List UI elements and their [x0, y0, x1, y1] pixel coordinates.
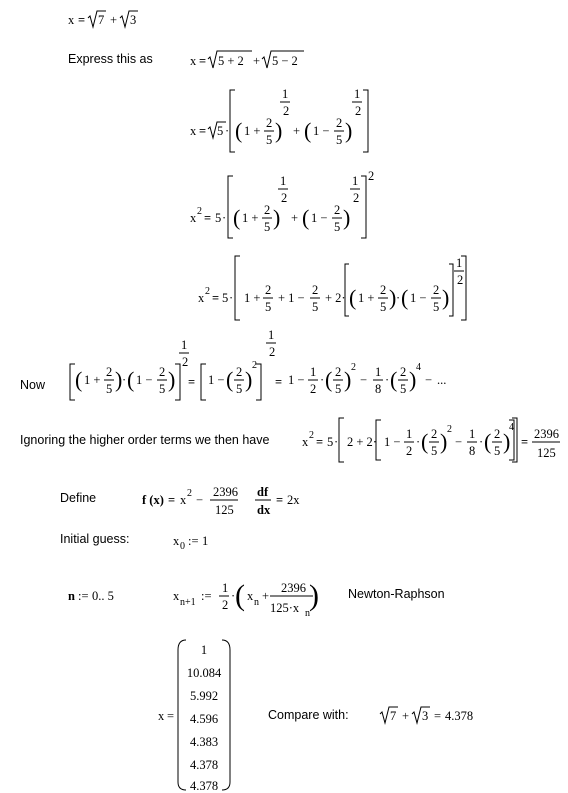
frac-num: 2 [265, 283, 272, 297]
plus-sign: + [291, 211, 299, 225]
assign-operator: := [201, 589, 212, 603]
equals-sign: = [78, 13, 86, 27]
exp-den: 2 [355, 104, 362, 118]
right-inner-bracket [449, 264, 453, 316]
term-one-minus: 1 − [208, 373, 225, 387]
term-one-plus: 1 + [242, 211, 259, 225]
equation-binomial-expansion [70, 328, 446, 400]
exp-den: 2 [353, 191, 360, 205]
dot-operator: · [122, 373, 127, 387]
plus-sign: + [262, 589, 270, 603]
coef-5: 5 [215, 211, 222, 225]
frac-num: 2 [433, 283, 440, 297]
right-paren: ) [409, 367, 417, 392]
right-paren: ) [343, 205, 351, 230]
dot-operator: · [225, 124, 230, 138]
right-paren: ) [168, 367, 176, 392]
exponent-2: 2 [309, 430, 314, 441]
dot-operator: · [222, 211, 227, 225]
frac-den: 5 [433, 300, 440, 314]
dot-operator: · [320, 373, 325, 387]
frac-num: 1 [375, 365, 382, 379]
radicand-7: 7 [390, 709, 397, 723]
label-initial-guess: Initial guess: [60, 532, 130, 546]
frac-den: 2 [310, 382, 317, 396]
right-paren: ) [115, 367, 123, 392]
left-bracket [201, 364, 206, 400]
var-x: x [158, 709, 165, 723]
right-paren: ) [440, 429, 448, 454]
right-paren: ) [389, 285, 397, 310]
left-paren: ( [235, 579, 245, 612]
left-paren: ( [75, 367, 83, 392]
equals-sign: = [521, 435, 529, 449]
var-x: x [190, 211, 197, 225]
equals-sign: = [204, 211, 212, 225]
label-ignoring: Ignoring the higher order terms we then have [20, 433, 270, 447]
right-paren: ) [275, 118, 283, 143]
assign-operator: := [188, 534, 199, 548]
subscript-n: n [254, 597, 259, 608]
equation-x-factored [190, 87, 368, 152]
equals-sign: = [434, 709, 442, 723]
frac-num: 1 [222, 581, 229, 595]
exp-den: 2 [281, 191, 288, 205]
dot-operator: · [396, 291, 401, 305]
equation-initial-guess [173, 534, 208, 552]
equation-x-squared-2 [198, 256, 466, 320]
var-x: x [173, 589, 180, 603]
exp-num: 1 [280, 174, 287, 188]
plus-sign: + [110, 13, 118, 27]
plus-sign: + [293, 124, 301, 138]
equals-sign: = [212, 291, 220, 305]
frac-num: 2 [335, 365, 342, 379]
term-one-plus: 1 + [358, 291, 375, 305]
equation-x-definition [68, 11, 138, 27]
label-express: Express this as [68, 52, 153, 66]
equals-sign: = [316, 435, 324, 449]
equation-derivative [255, 485, 300, 517]
left-paren: ( [401, 285, 409, 310]
exponent-2: 2 [197, 206, 202, 217]
frac-num: 2396 [213, 485, 238, 499]
term-one-minus: 1 − [313, 124, 330, 138]
var-x: x [302, 435, 309, 449]
deriv-result: 2x [287, 493, 300, 507]
vector-entry: 5.992 [189, 689, 219, 703]
subscript-0: 0 [180, 541, 185, 552]
term-two-plus-two: 2 + 2· [347, 435, 377, 449]
frac-den: 5 [266, 133, 273, 147]
frac-num: 1 [469, 427, 476, 441]
exp-den: 2 [283, 104, 290, 118]
outer-exponent-2: 2 [368, 169, 375, 183]
var-x: x [198, 291, 205, 305]
term-plus-one-minus: + 1 − [278, 291, 305, 305]
term-plus-two: + 2· [325, 291, 346, 305]
left-paren: ( [304, 118, 312, 143]
plus-sign: + [402, 709, 410, 723]
frac-den: 8 [375, 382, 382, 396]
right-bracket [175, 364, 180, 400]
term-one-minus: 1 − [136, 373, 153, 387]
left-paren: ( [484, 429, 492, 454]
var-x: x [190, 54, 197, 68]
vector-entry: 4.378 [189, 779, 219, 793]
frac-num: 2 [431, 427, 438, 441]
frac-num: 2 [106, 365, 113, 379]
deriv-den: dx [257, 503, 271, 517]
left-matrix-paren [178, 640, 186, 790]
label-now: Now [20, 378, 46, 392]
frac-num: 2 [336, 116, 343, 130]
frac-num: 2 [312, 283, 319, 297]
frac-num: 2 [266, 116, 273, 130]
frac-den: 5 [380, 300, 387, 314]
minus-sign: − [425, 373, 433, 387]
right-paren: ) [273, 205, 281, 230]
radicand-7: 7 [98, 13, 105, 27]
vector-entry: 4.596 [189, 712, 219, 726]
radicand-3: 3 [422, 709, 429, 723]
function-f: f (x) [142, 493, 164, 507]
frac-num: 1 [406, 427, 413, 441]
left-paren: ( [325, 367, 333, 392]
minus-sign: − [360, 373, 368, 387]
equals-sign: = [168, 493, 176, 507]
exp-num: 1 [354, 87, 361, 101]
exponent-2: 2 [252, 360, 257, 371]
frac-num: 2 [159, 365, 166, 379]
frac-den: 5 [264, 220, 271, 234]
exp-num: 1 [456, 256, 463, 270]
dot-operator: · [416, 435, 421, 449]
right-matrix-paren [222, 640, 230, 790]
frac-den: 5 [236, 382, 243, 396]
result-num: 2396 [534, 427, 559, 441]
dot-operator: · [334, 435, 339, 449]
equals-sign: = [167, 709, 175, 723]
var-n: n [68, 589, 75, 603]
left-paren: ( [226, 367, 234, 392]
frac-den: 5 [336, 133, 343, 147]
result-den: 125 [537, 446, 556, 460]
term-one-plus: 1 + [244, 291, 261, 305]
term-one-plus: 1 + [84, 373, 101, 387]
frac-num: 2 [264, 203, 271, 217]
left-paren: ( [421, 429, 429, 454]
label-define: Define [60, 491, 97, 505]
frac-num: 2 [380, 283, 387, 297]
frac-num: 2 [400, 365, 407, 379]
frac-den: 5 [494, 444, 501, 458]
equals-sign: = [199, 124, 207, 138]
dot-operator: · [231, 589, 236, 603]
frac-den: 2 [406, 444, 413, 458]
equation-x-squared-1 [190, 169, 374, 238]
left-paren: ( [302, 205, 310, 230]
frac-den: 5 [431, 444, 438, 458]
frac-den: 5 [265, 300, 272, 314]
var-x: x [173, 534, 180, 548]
vector-entry: 1 [200, 643, 208, 657]
frac-den: 8 [469, 444, 476, 458]
exponent-4: 4 [416, 362, 421, 373]
left-paren: ( [127, 367, 135, 392]
vector-entry: 4.378 [189, 758, 219, 772]
exponent-2: 2 [187, 488, 192, 499]
assign-operator: := [78, 589, 89, 603]
frac-num: 1 [310, 365, 317, 379]
label-newton-raphson: Newton-Raphson [348, 587, 445, 601]
right-paren: ) [309, 579, 319, 612]
frac-den: 5 [400, 382, 407, 396]
vector-entry: 10.084 [186, 666, 222, 680]
equation-compare [380, 707, 473, 723]
dot-operator: · [229, 291, 234, 305]
left-paren: ( [233, 205, 241, 230]
frac-den: 5 [335, 382, 342, 396]
plus-sign: + [253, 54, 261, 68]
var-x: x [247, 589, 254, 603]
frac-den-125-xn: 125·x [270, 601, 300, 615]
term-one-minus: 1 − [288, 373, 305, 387]
compare-result: 4.378 [445, 709, 474, 723]
term-one-minus: 1 − [384, 435, 401, 449]
left-paren: ( [235, 118, 243, 143]
minus-sign: − [455, 435, 463, 449]
left-paren: ( [390, 367, 398, 392]
equals-sign: = [188, 375, 196, 389]
exponent-2: 2 [351, 362, 356, 373]
exponent-4: 4 [509, 422, 514, 433]
radicand-5-plus-2: 5 + 2 [218, 54, 244, 68]
equation-express [190, 51, 304, 68]
term-one-minus: 1 − [410, 291, 427, 305]
equation-newton-iteration [173, 579, 319, 619]
deriv-num: df [257, 485, 269, 499]
right-paren: ) [344, 367, 352, 392]
radicand-5: 5 [217, 124, 224, 138]
radicand-3: 3 [130, 13, 137, 27]
left-paren: ( [349, 285, 357, 310]
exponent-2: 2 [205, 286, 210, 297]
var-x: x [68, 13, 75, 27]
right-bracket [363, 90, 368, 152]
subscript-n1: n+1 [180, 597, 196, 608]
left-bracket [235, 256, 240, 320]
subscript-n: n [305, 608, 310, 619]
coef-5: 5 [222, 291, 229, 305]
frac-den: 125 [215, 503, 234, 517]
right-paren: ) [442, 285, 450, 310]
frac-den: 5 [159, 382, 166, 396]
right-paren: ) [503, 429, 511, 454]
frac-den: 5 [334, 220, 341, 234]
term-one-plus: 1 + [244, 124, 261, 138]
value-1: 1 [202, 534, 209, 548]
equation-range [68, 589, 114, 603]
frac-num: 2 [334, 203, 341, 217]
left-bracket [339, 418, 344, 462]
var-x: x [180, 493, 187, 507]
exponent-2: 2 [447, 424, 452, 435]
equation-x-squared-approx [302, 418, 560, 462]
exp-den: 2 [182, 355, 189, 369]
exp-num: 1 [268, 328, 275, 342]
frac-num: 2396 [281, 581, 306, 595]
right-paren: ) [345, 118, 353, 143]
frac-den: 5 [312, 300, 319, 314]
label-compare: Compare with: [268, 708, 349, 722]
term-one-minus: 1 − [311, 211, 328, 225]
frac-num: 2 [236, 365, 243, 379]
dot-operator: · [385, 373, 390, 387]
right-paren: ) [245, 367, 253, 392]
right-bracket [361, 176, 366, 238]
minus-sign: − [196, 493, 204, 507]
frac-den: 2 [222, 598, 229, 612]
frac-den: 5 [106, 382, 113, 396]
coef-5: 5 [327, 435, 334, 449]
frac-num: 2 [494, 427, 501, 441]
equals-sign: = [275, 375, 283, 389]
exp-den: 2 [269, 345, 276, 359]
equals-sign: = [199, 54, 207, 68]
exp-num: 1 [181, 338, 188, 352]
var-x: x [190, 124, 197, 138]
equals-sign: = [276, 493, 284, 507]
exp-den: 2 [457, 273, 464, 287]
dot-operator: · [479, 435, 484, 449]
result-vector [158, 640, 230, 793]
range-value: 0.. 5 [92, 589, 114, 603]
ellipsis: ... [437, 373, 447, 387]
vector-entry: 4.383 [189, 735, 219, 749]
equation-f-definition [142, 485, 238, 517]
exp-num: 1 [282, 87, 289, 101]
radicand-5-minus-2: 5 − 2 [272, 54, 298, 68]
exp-num: 1 [352, 174, 359, 188]
